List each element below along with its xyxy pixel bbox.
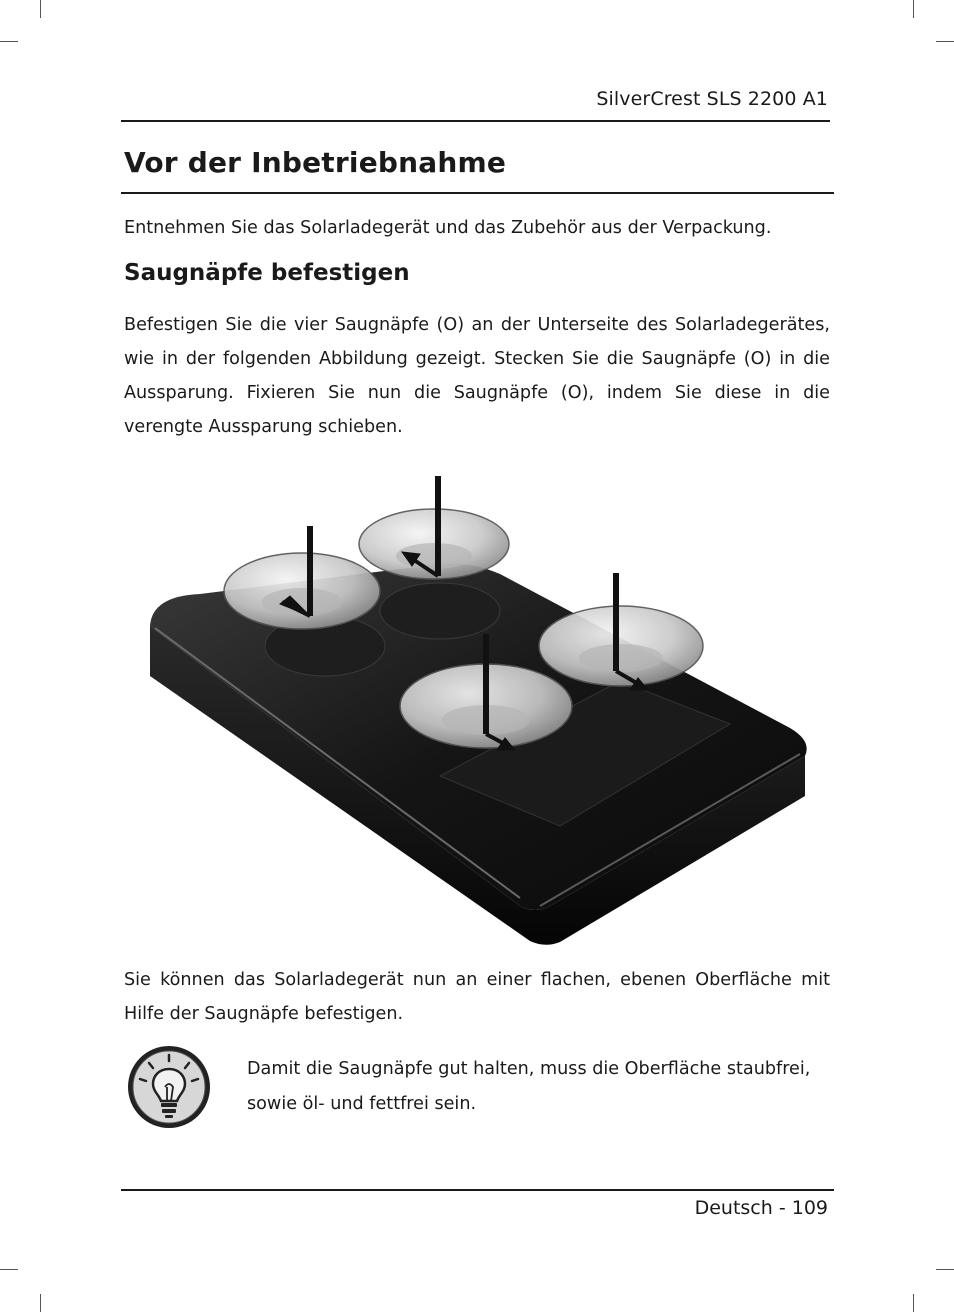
header-rule: [121, 120, 830, 122]
after-figure-paragraph: Sie können das Solarladegerät nun an einer flachen, ebenen Oberfläche mit Hilfe der Saugnäpfe befestigen.: [124, 970, 830, 1024]
crop-mark: [913, 1294, 914, 1312]
tip-text: Damit die Saugnäpfe gut halten, muss die Oberfläche staubfrei, sowie öl- und fettfrei sein.: [247, 1059, 811, 1114]
crop-mark: [40, 0, 41, 18]
crop-mark: [936, 1269, 954, 1270]
subsection-title: Saugnäpfe befestigen: [124, 260, 410, 286]
recess: [380, 583, 500, 639]
suction-cup: [359, 509, 509, 579]
suction-cup: [224, 553, 380, 629]
crop-mark: [0, 1269, 18, 1270]
instruction-paragraph: Befestigen Sie die vier Saugnäpfe (O) an der Unterseite des Solarladegerätes, wie in der folgenden Abbildung gezeigt. Stecken Sie die Saugnäpfe (O) in die Aussparung. Fixieren Sie nun die Saugnäpfe (O), indem Sie diese in die verengte Aussparung schieben.: [124, 315, 830, 437]
lightbulb-icon: [125, 1043, 213, 1131]
crop-mark: [0, 41, 18, 42]
suction-cup-illustration: [140, 466, 820, 948]
intro-paragraph: Entnehmen Sie das Solarladegerät und das Zubehör aus der Verpackung.: [124, 218, 772, 238]
crop-mark: [913, 0, 914, 18]
page-number: Deutsch - 109: [694, 1197, 828, 1219]
running-header: SilverCrest SLS 2200 A1: [596, 88, 828, 110]
footer-rule: [121, 1189, 834, 1191]
section-title: Vor der Inbetriebnahme: [124, 146, 507, 179]
section-rule: [121, 192, 834, 194]
crop-mark: [40, 1294, 41, 1312]
crop-mark: [936, 41, 954, 42]
